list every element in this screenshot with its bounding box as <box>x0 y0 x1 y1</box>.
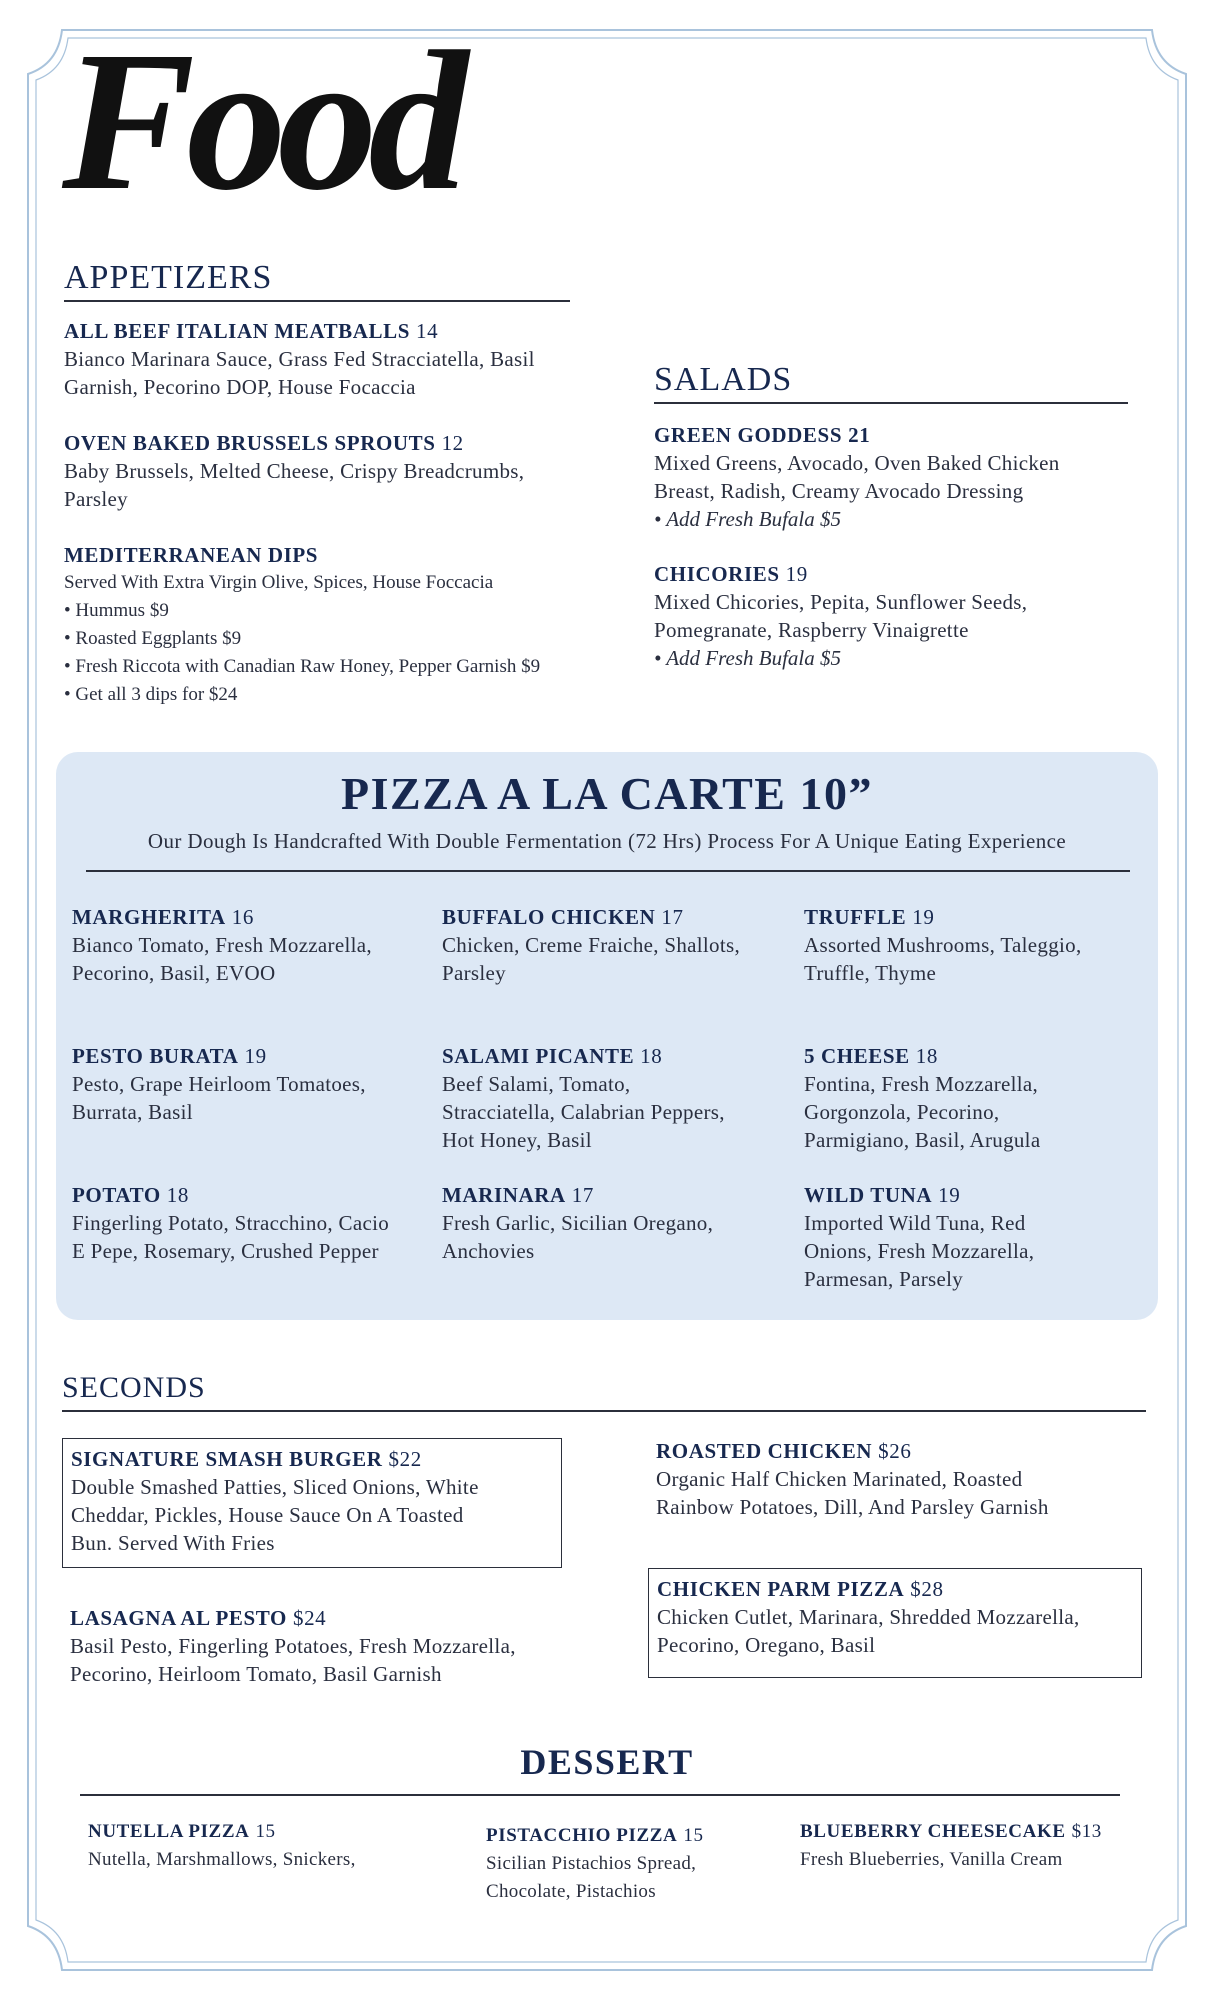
item-desc-line: Parsley <box>64 487 128 511</box>
item-desc-line: Pecorino, Oregano, Basil <box>657 1633 876 1657</box>
dessert-item-pistacchio-pizza <box>486 1822 806 1906</box>
item-price: 19 <box>912 905 935 929</box>
item-price: 19 <box>785 562 808 586</box>
item-desc-line: Pesto, Grape Heirloom Tomatoes, <box>72 1072 366 1096</box>
item-desc-line: Mixed Chicories, Pepita, Sunflower Seeds, <box>654 590 1028 614</box>
seconds-item-smash-burger <box>62 1438 562 1568</box>
salads-heading: SALADS <box>654 360 1128 404</box>
item-desc-line: Baby Brussels, Melted Cheese, Crispy Breadcrumbs, <box>64 459 525 483</box>
item-desc-line: Fingerling Potato, Stracchino, Cacio <box>72 1211 390 1235</box>
item-name: CHICORIES <box>654 562 780 586</box>
item-desc-line: Double Smashed Patties, Sliced Onions, White <box>71 1475 479 1499</box>
pizza-item-pesto-burata <box>72 1042 432 1126</box>
item-desc-line: Bianco Marinara Sauce, Grass Fed Stracciatella, Basil <box>64 347 535 371</box>
item-name: TRUFFLE <box>804 905 907 929</box>
item-desc-line: Rainbow Potatoes, Dill, And Parsley Garnish <box>656 1495 1049 1519</box>
dip-option: • Roasted Eggplants $9 <box>64 628 242 649</box>
item-name: BLUEBERRY CHEESECAKE <box>800 1821 1066 1842</box>
item-desc-line: Basil Pesto, Fingerling Potatoes, Fresh Mozzarella, <box>70 1634 516 1658</box>
item-name: WILD TUNA <box>804 1183 933 1207</box>
item-price: 18 <box>166 1183 189 1207</box>
item-price: 18 <box>640 1044 663 1068</box>
pizza-heading: PIZZA A LA CARTE 10” <box>341 768 873 819</box>
item-desc-line: Fontina, Fresh Mozzarella, <box>804 1072 1039 1096</box>
addon-option: • Add Fresh Bufala $5 <box>654 507 842 531</box>
dip-option: • Fresh Riccota with Canadian Raw Honey, Pepper Garnish $9 <box>64 656 541 677</box>
item-price: 15 <box>683 1825 704 1846</box>
dessert-item-nutella-pizza <box>88 1818 428 1874</box>
item-name: PISTACCHIO PIZZA <box>486 1825 678 1846</box>
item-desc-line: Nutella, Marshmallows, Snickers, <box>88 1849 356 1870</box>
item-desc-line: Chicken Cutlet, Marinara, Shredded Mozzarella, <box>657 1605 1080 1629</box>
item-desc-line: Parmigiano, Basil, Arugula <box>804 1128 1041 1152</box>
item-desc-line: E Pepe, Rosemary, Crushed Pepper <box>72 1239 379 1263</box>
item-price: 17 <box>571 1183 594 1207</box>
item-name: MARINARA <box>442 1183 566 1207</box>
item-name: ROASTED CHICKEN <box>656 1439 873 1463</box>
item-desc-line: Fresh Blueberries, Vanilla Cream <box>800 1849 1063 1870</box>
item-desc-line: Beef Salami, Tomato, <box>442 1072 631 1096</box>
salad-item-chicories <box>654 560 1134 672</box>
pizza-item-potato <box>72 1181 442 1265</box>
item-name: LASAGNA AL PESTO <box>70 1606 287 1630</box>
item-desc-line: Truffle, Thyme <box>804 961 937 985</box>
appetizer-item-meatballs <box>64 317 634 401</box>
pizza-item-buffalo-chicken <box>442 903 802 987</box>
item-name: GREEN GODDESS <box>654 423 843 447</box>
dip-option: • Hummus $9 <box>64 600 169 621</box>
item-name: OVEN BAKED BRUSSELS SPROUTS <box>64 431 436 455</box>
item-desc-line: Pecorino, Heirloom Tomato, Basil Garnish <box>70 1662 442 1686</box>
item-price: 14 <box>416 319 439 343</box>
item-price: $24 <box>292 1606 327 1630</box>
item-price: 19 <box>244 1044 267 1068</box>
dessert-item-blueberry-cheesecake <box>800 1818 1160 1874</box>
item-desc-line: Fresh Garlic, Sicilian Oregano, <box>442 1211 714 1235</box>
item-price: 16 <box>231 905 254 929</box>
item-desc-line: Imported Wild Tuna, Red <box>804 1211 1026 1235</box>
item-name: MARGHERITA <box>72 905 226 929</box>
seconds-item-chicken-parm-pizza <box>648 1568 1142 1678</box>
appetizers-heading: APPETIZERS <box>64 258 570 302</box>
item-price: 19 <box>938 1183 961 1207</box>
item-desc-line: Gorgonzola, Pecorino, <box>804 1100 1000 1124</box>
item-name: CHICKEN PARM PIZZA <box>657 1577 905 1601</box>
item-desc-line: Stracciatella, Calabrian Peppers, <box>442 1100 725 1124</box>
item-desc-line: Bun. Served With Fries <box>71 1531 275 1555</box>
item-desc-line: Breast, Radish, Creamy Avocado Dressing <box>654 479 1024 503</box>
dessert-heading: DESSERT <box>520 1742 694 1782</box>
item-name: POTATO <box>72 1183 161 1207</box>
item-desc-line: Organic Half Chicken Marinated, Roasted <box>656 1467 1023 1491</box>
item-desc-line: Sicilian Pistachios Spread, <box>486 1853 697 1874</box>
item-desc-line: Parsley <box>442 961 506 985</box>
item-price: $26 <box>878 1439 912 1463</box>
pizza-item-5-cheese <box>804 1042 1144 1154</box>
item-desc-line: Anchovies <box>442 1239 535 1263</box>
item-desc-line: Pecorino, Basil, EVOO <box>72 961 276 985</box>
item-desc-line: Parmesan, Parsely <box>804 1267 964 1291</box>
dessert-divider <box>80 1794 1120 1796</box>
dip-option: • Get all 3 dips for $24 <box>64 684 238 705</box>
salad-item-green-goddess <box>654 421 1134 533</box>
pizza-item-margherita <box>72 903 432 987</box>
item-desc-line: Onions, Fresh Mozzarella, <box>804 1239 1035 1263</box>
seconds-item-lasagna <box>70 1604 610 1688</box>
pizza-divider <box>86 870 1130 872</box>
item-desc-line: Chicken, Creme Fraiche, Shallots, <box>442 933 741 957</box>
seconds-item-roasted-chicken <box>656 1437 1136 1521</box>
addon-option: • Add Fresh Bufala $5 <box>654 646 842 670</box>
item-name: BUFFALO CHICKEN <box>442 905 656 929</box>
item-price: 12 <box>441 431 464 455</box>
item-price: 18 <box>915 1044 938 1068</box>
item-desc-line: Pomegranate, Raspberry Vinaigrette <box>654 618 969 642</box>
item-name: SIGNATURE SMASH BURGER <box>71 1447 383 1471</box>
pizza-item-truffle <box>804 903 1144 987</box>
appetizer-item-dips <box>64 541 664 709</box>
pizza-item-salami-picante <box>442 1042 802 1154</box>
item-price: 17 <box>661 905 684 929</box>
item-price: 21 <box>848 423 871 447</box>
page-title: Food <box>62 11 460 232</box>
item-desc-line: Hot Honey, Basil <box>442 1128 592 1152</box>
item-desc-line: Mixed Greens, Avocado, Oven Baked Chicken <box>654 451 1060 475</box>
item-desc-line: Served With Extra Virgin Olive, Spices, House Foccacia <box>64 572 494 593</box>
item-desc-line: Burrata, Basil <box>72 1100 193 1124</box>
pizza-item-marinara <box>442 1181 802 1265</box>
item-name: ALL BEEF ITALIAN MEATBALLS <box>64 319 411 343</box>
item-desc-line: Bianco Tomato, Fresh Mozzarella, <box>72 933 372 957</box>
item-desc-line: Cheddar, Pickles, House Sauce On A Toasted <box>71 1503 464 1527</box>
item-name: NUTELLA PIZZA <box>88 1821 250 1842</box>
item-name: SALAMI PICANTE <box>442 1044 635 1068</box>
item-name: MEDITERRANEAN DIPS <box>64 543 319 567</box>
appetizer-item-brussels <box>64 429 634 513</box>
item-price: 15 <box>255 1821 276 1842</box>
item-name: PESTO BURATA <box>72 1044 239 1068</box>
item-desc-line: Assorted Mushrooms, Taleggio, <box>804 933 1082 957</box>
pizza-subheading: Our Dough Is Handcrafted With Double Fermentation (72 Hrs) Process For A Unique Eating Experience <box>147 829 1067 853</box>
item-desc-line: Chocolate, Pistachios <box>486 1881 656 1902</box>
item-price: $28 <box>910 1577 944 1601</box>
item-price: $13 <box>1071 1821 1102 1842</box>
item-name: 5 CHEESE <box>804 1044 910 1068</box>
pizza-item-wild-tuna <box>804 1181 1144 1293</box>
item-desc-line: Garnish, Pecorino DOP, House Focaccia <box>64 375 416 399</box>
seconds-heading: SECONDS <box>62 1368 1146 1412</box>
item-price: $22 <box>388 1447 422 1471</box>
